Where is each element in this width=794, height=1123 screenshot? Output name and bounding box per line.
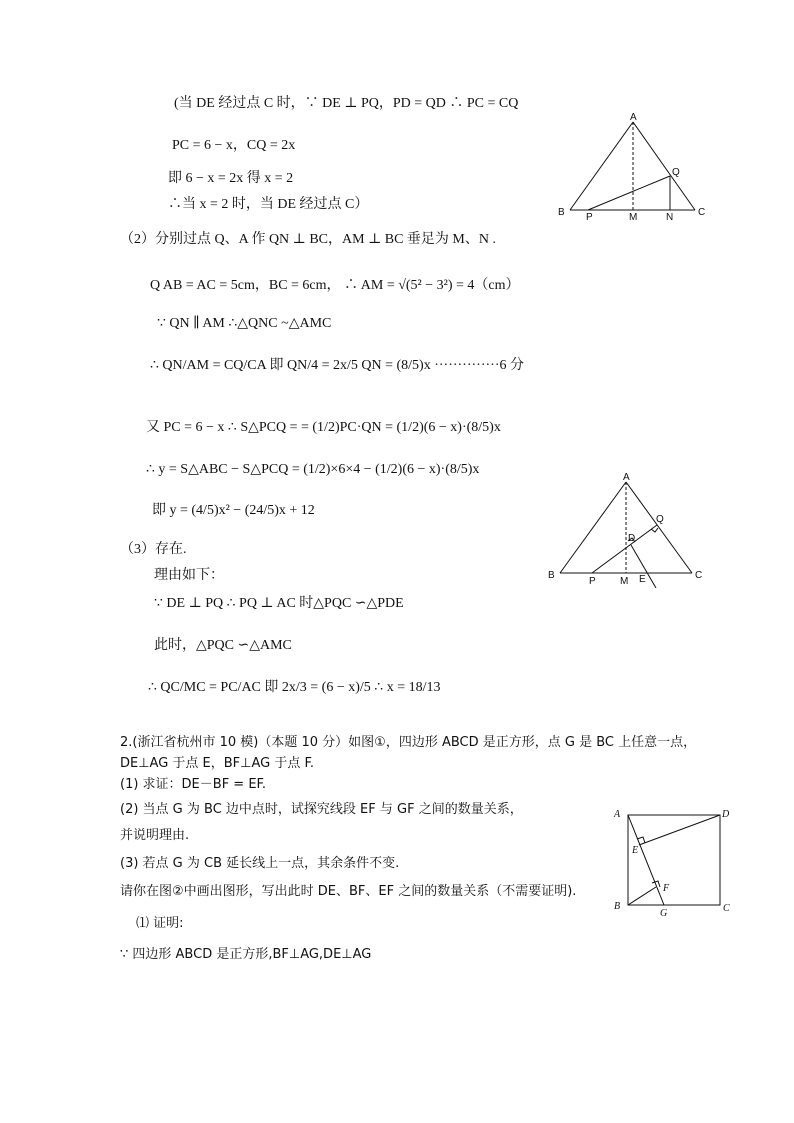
label-q: Q — [656, 514, 664, 525]
problem-line — [120, 776, 266, 794]
solution-line — [174, 95, 518, 113]
solution-line — [146, 461, 479, 479]
side-ac — [633, 122, 695, 210]
label-n: N — [666, 212, 674, 223]
segment-bf — [628, 887, 656, 905]
triangle-figure-2 — [540, 470, 720, 588]
label-c: C — [695, 570, 703, 581]
segment-de — [639, 815, 720, 845]
label-d: D — [628, 533, 636, 544]
label-m: M — [620, 576, 629, 587]
label-b: B — [558, 207, 565, 218]
line-text: 即 6 − x = 2x 得 x = 2 — [168, 171, 294, 186]
label-c: C — [723, 903, 730, 914]
problem-line — [120, 755, 314, 773]
square-figure — [608, 803, 738, 918]
label-g: G — [660, 908, 668, 918]
line-text: DE⊥AG 于点 E，BF⊥AG 于点 F. — [120, 756, 315, 771]
label-a: A — [614, 809, 621, 820]
line-text: ∴ y = S△ABC − S△PCQ = (1/2)×6×4 − (1/2)(6 − x)·(8/5)x — [146, 462, 480, 477]
side-ab — [560, 482, 626, 573]
line-text: ∴ QN/AM = CQ/CA 即 QN/4 = 2x/5 QN = (8/5)x ··············6 分 — [150, 358, 524, 373]
line-text: 即 y = (4/5)x² − (24/5)x + 12 — [152, 503, 315, 518]
line-text: （2）分别过点 Q、A 作 QN ⊥ BC，AM ⊥ BC 垂足为 M、N . — [120, 232, 496, 247]
label-d: D — [722, 809, 730, 820]
label-e: E — [632, 845, 639, 856]
line-text: Q AB = AC = 5cm，BC = 6cm， ∴ AM = √(5² − 3²) = 4（cm） — [150, 278, 520, 293]
line-text: 并说明理由. — [120, 828, 190, 843]
label-e: E — [639, 574, 646, 585]
solution-line — [150, 277, 520, 295]
solution-line — [148, 679, 440, 697]
side-ac — [626, 482, 692, 573]
label-a: A — [623, 472, 630, 483]
solution-line — [150, 357, 524, 375]
solution-line — [154, 595, 404, 613]
line-text: 此时，△PQC ∽△AMC — [154, 638, 292, 653]
line-text: ⑴ 证明: — [136, 916, 184, 931]
line-text: 理由如下： — [154, 568, 224, 583]
line-text: (2) 当点 G 为 BC 边中点时，试探究线段 EF 与 GF 之间的数量关系， — [120, 802, 523, 817]
side-ab — [570, 122, 633, 210]
label-f: F — [663, 883, 670, 894]
problem-line — [120, 883, 576, 901]
triangle-figure-1 — [550, 112, 720, 224]
line-text: ∴当 x = 2 时，当 DE 经过点 C） — [168, 197, 369, 212]
square-abcd — [628, 815, 720, 905]
line-text: (当 DE 经过点 C 时，∵ DE ⊥ PQ，PD = QD ∴ PC = CQ — [174, 96, 519, 111]
segment-pq — [592, 525, 657, 573]
solution-line — [168, 170, 293, 188]
solution-line — [168, 196, 368, 214]
line-text: ∴ QC/MC = PC/AC 即 2x/3 = (6 − x)/5 ∴ x = 18/13 — [148, 680, 441, 695]
label-p: P — [589, 576, 596, 587]
solution-line — [154, 567, 224, 585]
line-text: 又 PC = 6 − x ∴ S△PCQ = = (1/2)PC·QN = (1/2)(6 − x)·(8/5)x — [146, 420, 501, 435]
solution-line — [120, 541, 187, 559]
problem-line — [120, 827, 189, 845]
solution-line — [157, 315, 331, 333]
line-text: (1) 求证：DE－BF = EF. — [120, 777, 267, 792]
segment-ag — [628, 815, 664, 905]
label-m: M — [629, 212, 638, 223]
label-b: B — [548, 570, 555, 581]
label-q: Q — [672, 167, 680, 178]
solution-line — [146, 419, 501, 437]
solution-line — [120, 231, 496, 249]
line-text: 2.(浙江省杭州市 10 模)（本题 10 分）如图①，四边形 ABCD 是正方形，点 G 是 BC 上任意一点， — [120, 735, 697, 750]
problem-line — [120, 946, 371, 964]
line-text: ∵ 四边形 ABCD 是正方形,BF⊥AG,DE⊥AG — [120, 947, 372, 962]
line-text: 请你在图②中画出图形，写出此时 DE、BF、EF 之间的数量关系（不需要证明). — [120, 884, 577, 899]
line-text: ∵ QN ∥ AM ∴△QNC ~△AMC — [157, 316, 332, 331]
label-a: A — [630, 112, 637, 123]
solution-line — [172, 137, 295, 155]
label-p: P — [586, 212, 593, 223]
problem-line — [136, 915, 184, 933]
problem-line — [120, 801, 523, 819]
solution-line — [152, 502, 315, 520]
line-text: ∵ DE ⊥ PQ ∴ PQ ⊥ AC 时△PQC ∽△PDE — [154, 596, 404, 611]
solution-line — [154, 637, 292, 655]
label-c: C — [698, 207, 706, 218]
label-b: B — [614, 901, 621, 912]
problem-line — [120, 734, 696, 752]
segment-pq — [588, 176, 670, 210]
line-text: (3) 若点 G 为 CB 延长线上一点，其余条件不变. — [120, 856, 400, 871]
problem-line — [120, 855, 399, 873]
line-text: PC = 6 − x，CQ = 2x — [172, 138, 296, 153]
line-text: （3）存在. — [120, 542, 187, 557]
